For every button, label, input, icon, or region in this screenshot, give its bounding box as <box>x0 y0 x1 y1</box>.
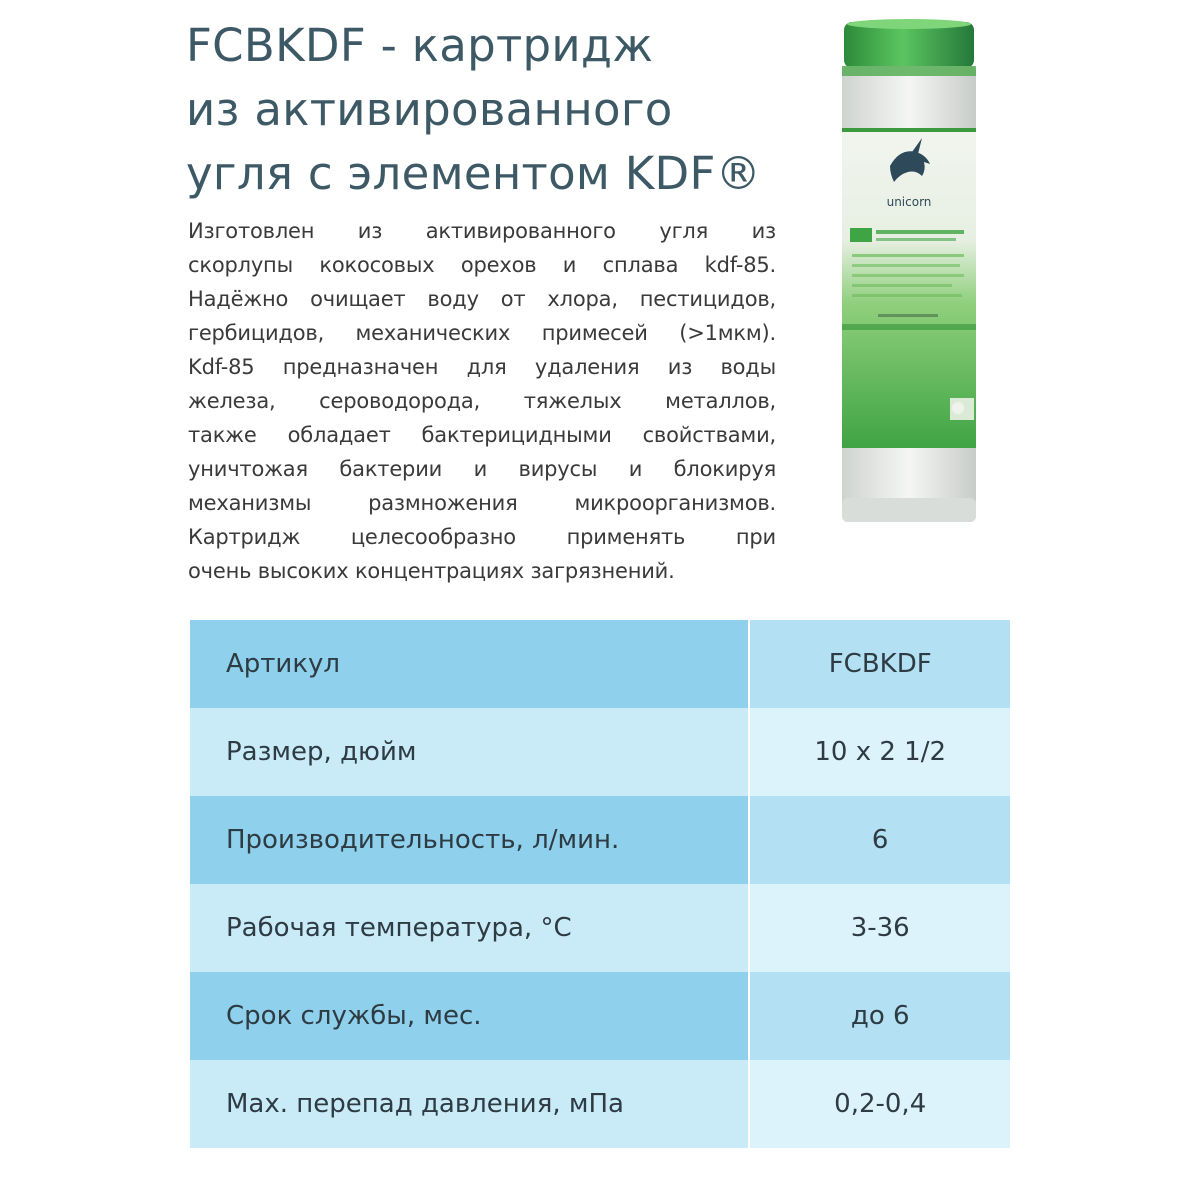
description-line: скорлупы кокосовых орехов и сплава kdf-85. <box>188 253 776 277</box>
table-row <box>190 620 1010 708</box>
spec-value: FCBKDF <box>749 620 1010 708</box>
spec-value: 0,2-0,4 <box>749 1060 1010 1148</box>
description-line: Картридж целесообразно применять при <box>188 525 776 549</box>
title-line-2: из активированного <box>186 83 673 136</box>
spec-label: Размер, дюйм <box>190 708 749 796</box>
cartridge-illustration <box>838 18 980 528</box>
spec-value: 3-36 <box>749 884 1010 972</box>
table-row <box>190 708 1010 796</box>
brand-logo-text: unicorn <box>886 195 932 209</box>
description-line: уничтожая бактерии и вирусы и блокируя <box>188 457 776 481</box>
description-line: Kdf-85 предназначен для удаления из воды <box>188 355 776 379</box>
description-line: очень высоких концентрациях загрязнений. <box>188 559 675 583</box>
description-line: механизмы размножения микроорганизмов. <box>188 491 776 515</box>
product-description <box>188 214 776 588</box>
title-line-1: FCBKDF - картридж <box>186 19 654 72</box>
table-row <box>190 972 1010 1060</box>
title-line-3: угля с элементом KDF® <box>186 147 761 200</box>
cartridge-image <box>838 18 980 528</box>
specifications-table <box>190 620 1010 1148</box>
description-line: гербицидов, механических примесей (>1мкм). <box>188 321 776 345</box>
page-title <box>186 14 826 206</box>
table-row <box>190 796 1010 884</box>
table-row <box>190 884 1010 972</box>
spec-label: Срок службы, мес. <box>190 972 749 1060</box>
description-line: Изготовлен из активированного угля из <box>188 219 776 243</box>
spec-label: Рабочая температура, °С <box>190 884 749 972</box>
description-line: Надёжно очищает воду от хлора, пестицидов, <box>188 287 776 311</box>
description-line: также обладает бактерицидными свойствами, <box>188 423 776 447</box>
spec-value: 6 <box>749 796 1010 884</box>
spec-label: Артикул <box>190 620 749 708</box>
spec-label: Производительность, л/мин. <box>190 796 749 884</box>
spec-label: Max. перепад давления, мПа <box>190 1060 749 1148</box>
spec-value: до 6 <box>749 972 1010 1060</box>
table-row <box>190 1060 1010 1148</box>
spec-value: 10 x 2 1/2 <box>749 708 1010 796</box>
description-line: железа, сероводорода, тяжелых металлов, <box>188 389 776 413</box>
